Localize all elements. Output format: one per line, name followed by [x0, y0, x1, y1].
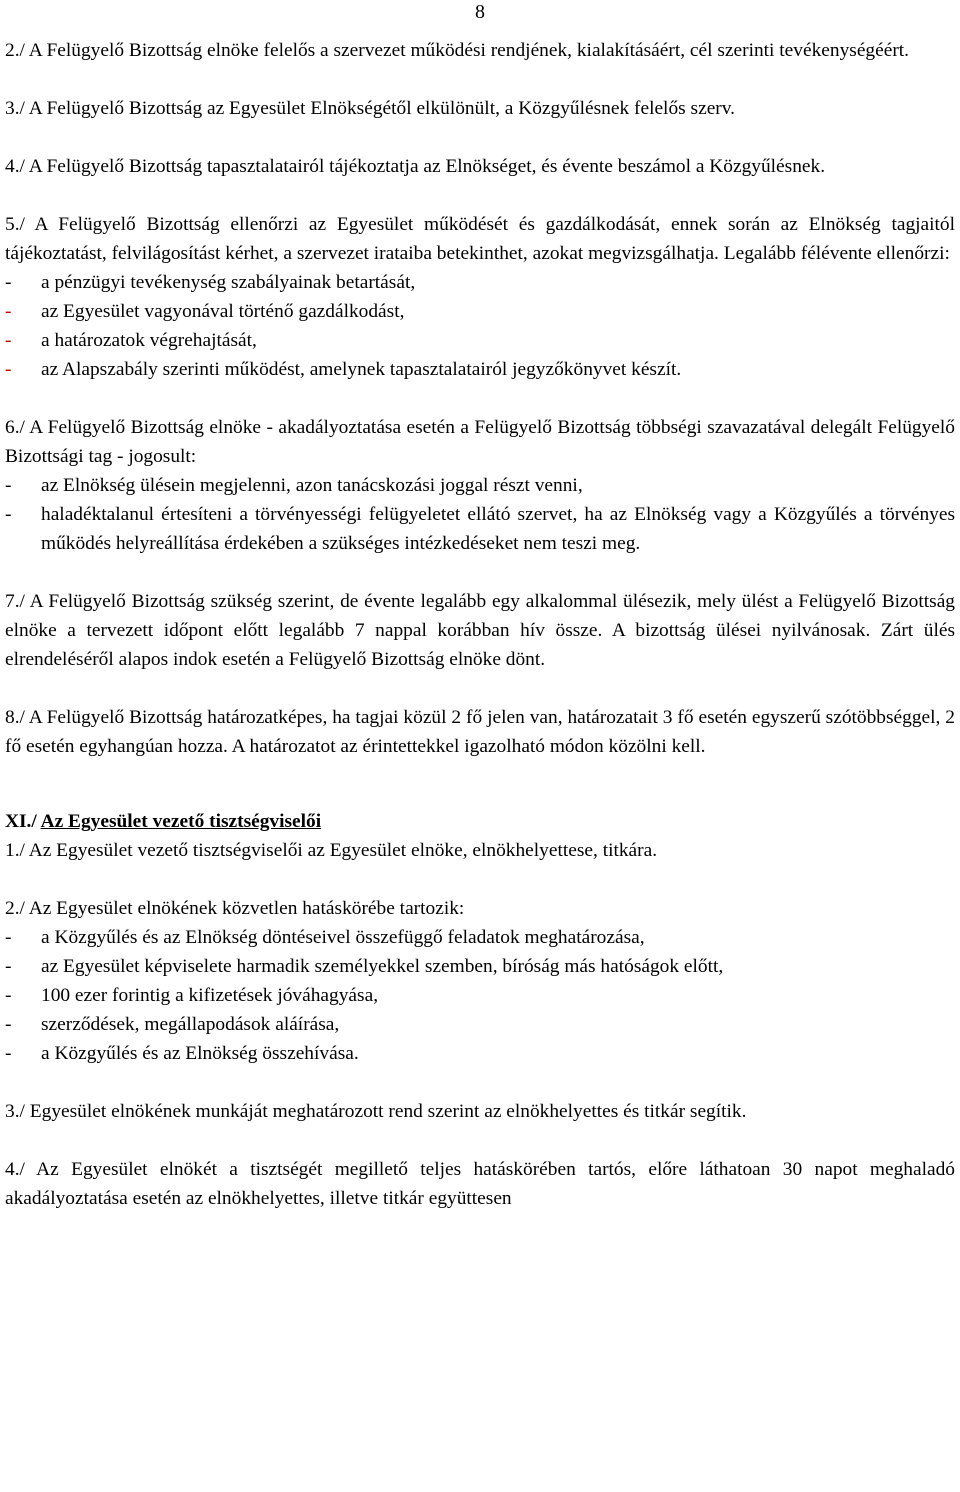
list-item: - az Alapszabály szerinti működést, amelynek tapasztalatairól jegyzőkönyvet készít.: [5, 359, 682, 380]
paragraph-6: 6./ A Felügyelő Bizottság elnöke - akadályoztatása esetén a Felügyelő Bizottság többségi szavazatával delegált Felügyelő Bizottsági tag - jogosult:: [5, 417, 955, 467]
list-item: - az Elnökség ülésein megjelenni, azon tanácskozási joggal részt venni,: [5, 475, 583, 496]
section-xi-paragraph-1: 1./ Az Egyesület vezető tisztségviselői az Egyesület elnöke, elnökhelyettese, titkára.: [5, 840, 658, 861]
section-xi-paragraph-4: 4./ Az Egyesület elnökét a tisztségét megillető teljes hatáskörében tartós, előre láthatoan 30 napot meghaladó akadályoztatása esetén az elnökhelyettes, illetve titkár együttesen: [5, 1159, 955, 1209]
list-item: - szerződések, megállapodások aláírása,: [5, 1014, 340, 1035]
paragraph-8: 8./ A Felügyelő Bizottság határozatképes, ha tagjai közül 2 fő jelen van, határozatait 3 fő esetén egyszerű szótöbbséggel, 2 fő esetén egyhangúan hozza. A határozatot az érintettekkel igazolható módon közölni kell.: [5, 707, 955, 757]
document-body: [5, 36, 955, 1213]
section-xi-paragraph-2: 2./ Az Egyesület elnökének közvetlen hatáskörébe tartozik:: [5, 898, 465, 919]
paragraph-4: 4./ A Felügyelő Bizottság tapasztalatairól tájékoztatja az Elnökséget, és évente beszámol a Közgyűlésnek.: [5, 156, 826, 177]
list-item: - a Közgyűlés és az Elnökség összehívása.: [5, 1043, 359, 1064]
section-heading: XI./ Az Egyesület vezető tisztségviselői: [5, 811, 322, 832]
paragraph-7: 7./ A Felügyelő Bizottság szükség szerint, de évente legalább egy alkalommal ülésezik, mely ülést a Felügyelő Bizottság elnöke a tervezett időpont előtt legalább 7 nappal korábban hív össze. A bizottság ülései nyilvánosak. Zárt ülés elrendeléséről alapos indok esetén a Felügyelő Bizottság elnöke dönt.: [5, 591, 955, 670]
list-item: - haladéktalanul értesíteni a törvényességi felügyeletet ellátó szervet, ha az Elnökség vagy a Közgyűlés a törvényes működés helyreállítása érdekében a szükséges intézkedéseket nem teszi meg.: [5, 504, 955, 554]
paragraph-5: 5./ A Felügyelő Bizottság ellenőrzi az Egyesület működését és gazdálkodását, ennek során az Elnökség tagjaitól tájékoztatást, felvilágosítást kérhet, a szervezet irataiba betekinthet, azokat megvizsgálhatja. Legalább félévente ellenőrzi:: [5, 214, 955, 264]
list-item: - a pénzügyi tevékenység szabályainak betartását,: [5, 272, 416, 293]
list-item: - a Közgyűlés és az Elnökség döntéseivel összefüggő feladatok meghatározása,: [5, 927, 645, 948]
list-item: - az Egyesület képviselete harmadik személyekkel szemben, bíróság más hatóságok előtt,: [5, 956, 724, 977]
paragraph-2: 2./ A Felügyelő Bizottság elnöke felelős a szervezet működési rendjének, kialakításáért, cél szerinti tevékenységéért.: [5, 40, 910, 61]
list-item: - a határozatok végrehajtását,: [5, 330, 257, 351]
list-item: - az Egyesület vagyonával történő gazdálkodást,: [5, 301, 405, 322]
list-item: - 100 ezer forintig a kifizetések jóváhagyása,: [5, 985, 379, 1006]
paragraph-3: 3./ A Felügyelő Bizottság az Egyesület Elnökségétől elkülönült, a Közgyűlésnek felelős szerv.: [5, 98, 736, 119]
section-xi-paragraph-3: 3./ Egyesület elnökének munkáját meghatározott rend szerint az elnökhelyettes és titkár segítik.: [5, 1101, 747, 1122]
page-number: 8: [475, 1, 485, 23]
